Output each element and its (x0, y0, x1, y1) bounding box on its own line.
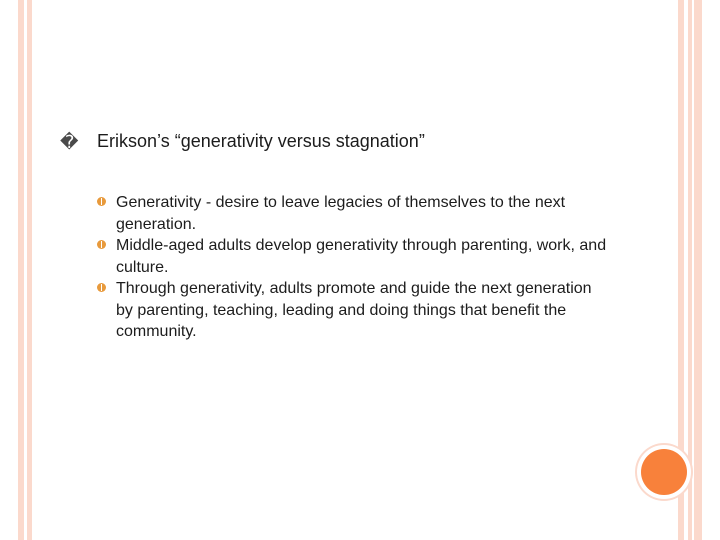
main-bullet-icon: � (60, 132, 79, 153)
list-item (97, 235, 607, 278)
orange-dot-icon (97, 197, 106, 206)
orange-dot-icon (97, 283, 106, 292)
slide-heading: Erikson’s “generativity versus stagnation” (97, 131, 425, 151)
point-text: Through generativity, adults promote and guide the next generation by parenting, teaching, leading and doing things that benefit the community. (116, 280, 592, 340)
point-text: Generativity - desire to leave legacies of themselves to the next generation. (116, 194, 566, 233)
point-text: Middle-aged adults develop generativity through parenting, work, and culture. (116, 237, 607, 276)
point-list (97, 192, 607, 343)
left-border-line (24, 0, 27, 540)
orange-circle-decoration (641, 449, 687, 495)
orange-dot-icon (97, 240, 106, 249)
list-item (97, 192, 607, 235)
list-item (97, 278, 607, 343)
